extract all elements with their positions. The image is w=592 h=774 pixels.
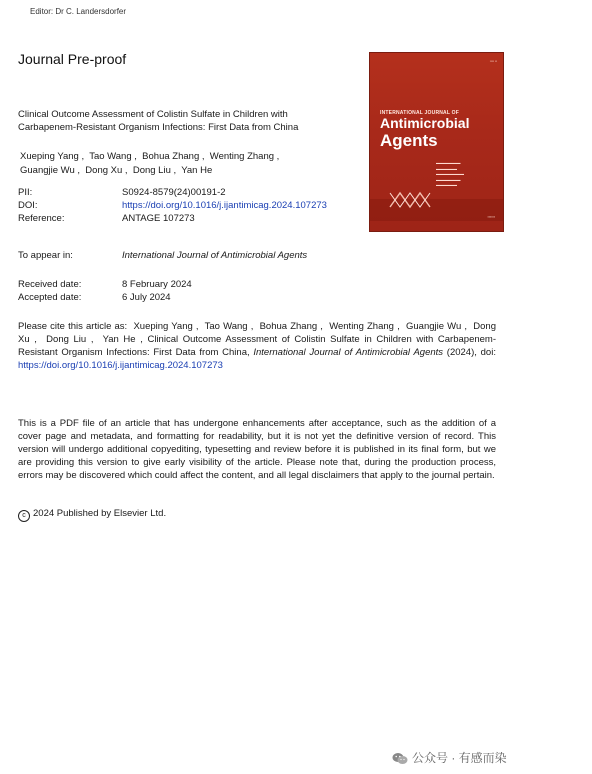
watermark-text: 公众号 · 有感而染	[412, 751, 507, 765]
pii-row	[18, 187, 226, 199]
copyright-icon: c	[18, 510, 30, 522]
doi-link[interactable]: https://doi.org/10.1016/j.ijantimicag.2024.107273	[122, 200, 327, 211]
article-title	[18, 108, 358, 134]
received-value: 8 February 2024	[122, 279, 192, 290]
accepted-label: Accepted date:	[18, 292, 82, 303]
author-list	[20, 150, 360, 178]
disclaimer-paragraph: This is a PDF file of an article that has undergone enhancements after acceptance, such as the addition of a cover page and metadata, and formatting for readability, but it is not yet the definitive version of record. This version will undergo additional copyediting, typesetting and review before it is published in its final form, but we are providing this version to give early visibility of the article. Please note that, during the production process, errors may be discovered which could affect the content, and all legal disclaimers that apply to the journal pertain.	[18, 418, 496, 481]
citation-paragraph	[18, 320, 499, 372]
accepted-value: 6 July 2024	[122, 292, 171, 303]
reference-label: Reference:	[18, 213, 65, 224]
doi-row	[18, 200, 327, 212]
article-title-line-2: Carbapenem-Resistant Organism Infections: First Data from China	[18, 122, 299, 133]
appear-label: To appear in:	[18, 250, 73, 261]
citation-journal: International Journal of Antimicrobial Agents	[253, 347, 444, 358]
wechat-icon	[392, 752, 408, 765]
cover-intl-label: INTERNATIONAL JOURNAL OF	[380, 110, 459, 116]
doi-label: DOI:	[18, 200, 38, 211]
received-label: Received date:	[18, 279, 82, 290]
wechat-watermark	[392, 749, 507, 766]
cover-title-line-1: Antimicrobial	[380, 115, 470, 131]
author-line-1: Xueping Yang , Tao Wang , Bohua Zhang , Wenting Zhang ,	[20, 151, 280, 162]
appear-value: International Journal of Antimicrobial Agents	[122, 250, 308, 261]
cover-emblem-icon	[388, 191, 432, 209]
editor-line: Editor: Dr C. Landersdorfer	[30, 7, 127, 16]
accepted-row	[18, 292, 171, 304]
journal-cover	[370, 53, 503, 231]
citation-doi-link[interactable]: https://doi.org/10.1016/j.ijantimicag.2024.107273	[18, 360, 223, 371]
copyright-line	[18, 508, 166, 522]
cover-publisher-mark: ▪▪▪▪▪▪	[487, 215, 495, 219]
pii-label: PII:	[18, 187, 33, 198]
reference-row	[18, 213, 195, 225]
citation-suffix: (2024), doi:	[443, 347, 499, 358]
cover-issue-mark: ▪▪▪▪ ▪▪	[489, 59, 497, 63]
cover-title-line-2: Agents	[380, 131, 438, 150]
pii-value: S0924-8579(24)00191-2	[122, 187, 226, 198]
cover-topic-list: ▬▬▬▬▬▬▬ ▬▬▬▬▬▬ ▬▬▬▬▬▬▬▬ ▬▬▬▬▬▬▬ ▬▬▬▬▬▬	[436, 161, 464, 187]
pre-proof-label: Journal Pre-proof	[18, 51, 127, 67]
reference-value: ANTAGE 107273	[122, 213, 195, 224]
citation-prefix: Please cite this article as: Xueping Yang , Tao Wang , Bohua Zhang , Wenting Zhang , Guangjie Wu , Dong Xu , Dong Liu , Yan He , Clinical Outcome Assessment of Colistin Sulfate in Children with Carbapenem-Resistant Organism Infections: First Data from China,	[18, 321, 499, 358]
copyright-text: 2024 Published by Elsevier Ltd.	[33, 508, 167, 519]
received-row	[18, 279, 192, 291]
article-title-line-1: Clinical Outcome Assessment of Colistin Sulfate in Children with	[18, 109, 288, 120]
appear-row	[18, 250, 308, 262]
author-line-2: Guangjie Wu , Dong Xu , Dong Liu , Yan He	[20, 165, 213, 176]
